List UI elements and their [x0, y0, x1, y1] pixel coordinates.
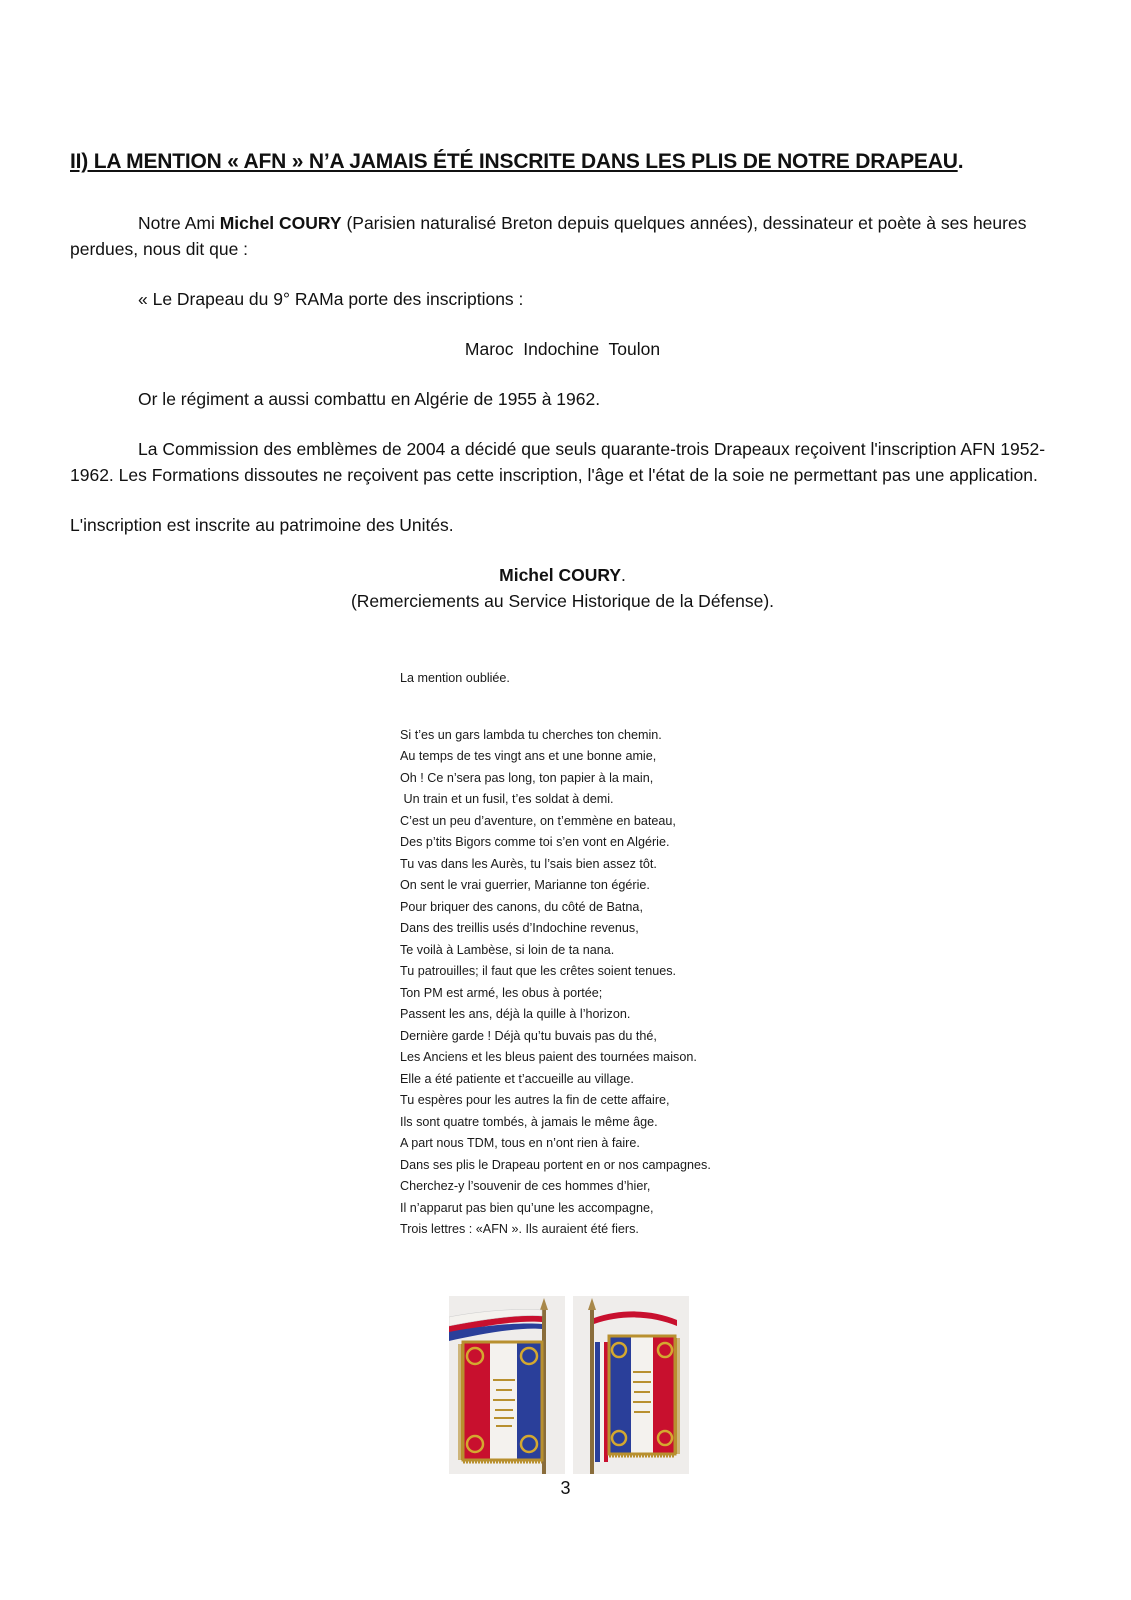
poem-line: Si t’es un gars lambda tu cherches ton chemin. [400, 727, 662, 742]
intro-rest: (Parisien naturalisé Breton depuis quelques années), dessinateur et poète à ses heures perdues, nous dit que : [70, 213, 1027, 259]
poem-line: Cherchez-y l’souvenir de ces hommes d’hier, [400, 1179, 651, 1193]
poem-line: Tu espères pour les autres la fin de cette affaire, [400, 1093, 670, 1107]
poem-title: La mention oubliée. [400, 671, 510, 685]
signature-name: Michel COURY [499, 565, 621, 585]
section-heading-period: . [957, 150, 964, 173]
flag-photo-front [449, 1296, 565, 1474]
flag-back-image [573, 1296, 689, 1474]
inscriptions-line: Maroc Indochine Toulon [464, 339, 661, 359]
poem-line: A part nous TDM, tous en n’ont rien à faire. [400, 1136, 640, 1150]
signature-block [70, 562, 1055, 614]
poem-line: Au temps de tes vingt ans et une bonne amie, [400, 749, 657, 763]
poem-line: Passent les ans, déjà la quille à l’horizon. [400, 1007, 631, 1021]
poem-line: Elle a été patiente et t’accueille au village. [400, 1071, 634, 1086]
section-heading-text: II) LA MENTION « AFN » N’A JAMAIS ÉTÉ INSCRITE DANS LES PLIS DE NOTRE DRAPEAU [70, 150, 958, 173]
poem-line: Tu vas dans les Aurès, tu l’sais bien assez tôt. [400, 856, 657, 871]
poem-line: Tu patrouilles; il faut que les crêtes soient tenues. [400, 964, 677, 978]
poem-line: Ton PM est armé, les obus à portée; [400, 985, 603, 1000]
flag-photo-back [573, 1296, 689, 1474]
quote-line: « Le Drapeau du 9° RAMa porte des inscriptions : [138, 289, 524, 309]
poem-line: Dans des treillis usés d’Indochine revenus, [400, 921, 639, 935]
poem-line: Dans ses plis le Drapeau portent en or nos campagnes. [400, 1157, 711, 1172]
poem-line: Les Anciens et les bleus paient des tournées maison. [400, 1050, 697, 1064]
poem-line: Un train et un fusil, t’es soldat à demi. [400, 792, 614, 806]
page-number: 3 [560, 1478, 571, 1498]
poem-line: On sent le vrai guerrier, Marianne ton égérie. [400, 878, 650, 892]
poem-line: Pour briquer des canons, du côté de Batna, [400, 899, 643, 914]
signature-period: . [621, 565, 626, 585]
poem-line: C’est un peu d’aventure, on t’emmène en bateau, [400, 813, 676, 828]
intro-paragraph [70, 210, 1055, 262]
commission-paragraph: La Commission des emblèmes de 2004 a décidé que seuls quarante-trois Drapeaux reçoivent l'inscription AFN 1952-1962. Les Formations dissoutes ne reçoivent pas cette inscription, l'âge et l'état de la soie ne permettant pas une application. [70, 439, 1046, 485]
poem-line: Ils sont quatre tombés, à jamais le même âge. [400, 1114, 658, 1129]
signature-thanks: (Remerciements au Service Historique de la Défense). [350, 591, 775, 611]
intro-author: Michel COURY [219, 213, 342, 233]
flag-photos [449, 1296, 689, 1474]
algeria-line: Or le régiment a aussi combattu en Algérie de 1955 à 1962. [138, 389, 601, 409]
poem-line: Te voilà à Lambèse, si loin de ta nana. [400, 942, 615, 957]
poem-line: Trois lettres : «AFN ». Ils auraient été fiers. [400, 1222, 639, 1236]
poem-line: Dernière garde ! Déjà qu’tu buvais pas du thé, [400, 1028, 657, 1043]
poem-line: Des p’tits Bigors comme toi s’en vont en Algérie. [400, 835, 670, 849]
poem-line: Oh ! Ce n’sera pas long, ton papier à la main, [400, 770, 654, 785]
section-heading [70, 150, 963, 174]
intro-lead: Notre Ami [138, 213, 220, 233]
patrimoine-line: L'inscription est inscrite au patrimoine des Unités. [70, 515, 454, 535]
flag-front-image [449, 1296, 565, 1474]
poem-block [400, 668, 820, 1241]
poem-line: Il n’apparut pas bien qu’une les accompagne, [400, 1200, 654, 1215]
